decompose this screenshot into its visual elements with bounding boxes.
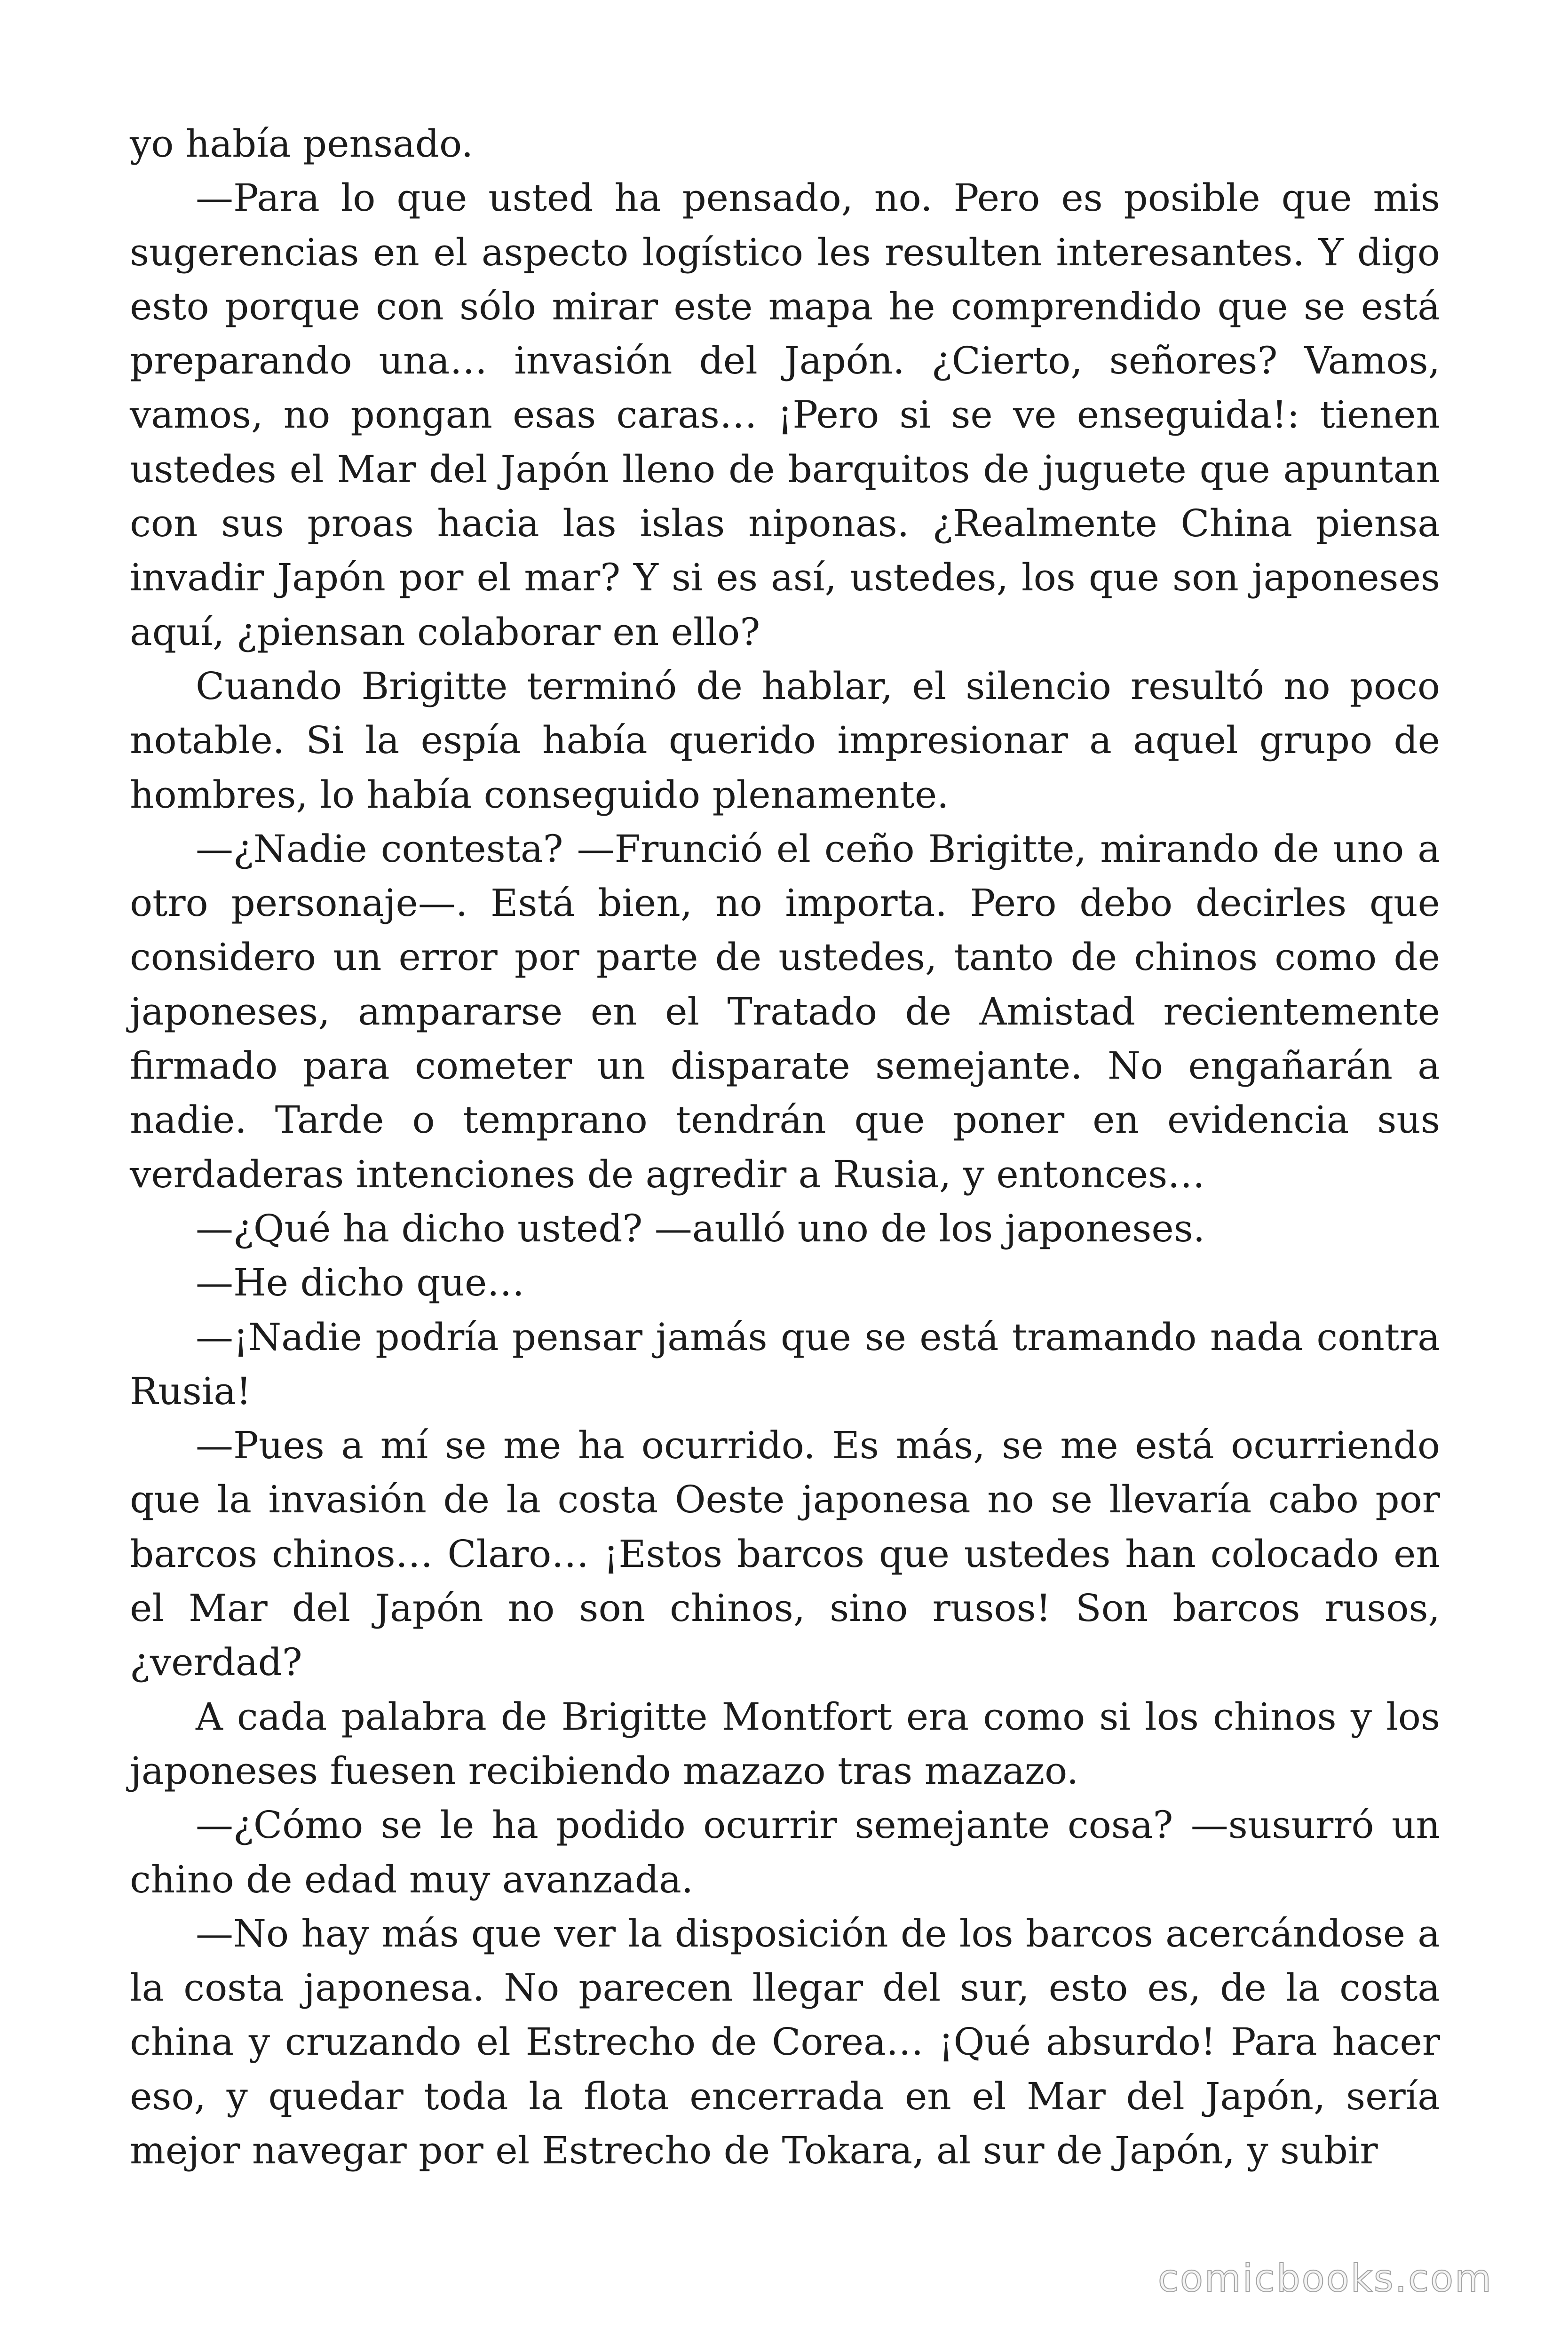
paragraph-10: —¿Cómo se le ha podido ocurrir semejante cosa? —susurró un chino de edad muy avanzada.	[130, 1803, 1440, 1901]
page-body	[130, 117, 1440, 2177]
paragraph-3: Cuando Brigitte terminó de hablar, el silencio resultó no poco notable. Si la espía había querido impresionar a aquel grupo de hombres, lo había conseguido plenamente.	[130, 664, 1440, 817]
paragraph-4: —¿Nadie contesta? —Frunció el ceño Brigitte, mirando de uno a otro personaje—. Está bien, no importa. Pero debo decirles que considero un error por parte de ustedes, tanto de chinos como de japoneses, ampararse en el Tratado de Amistad recientemente firmado para cometer un disparate semejante. No engañarán a nadie. Tarde o temprano tendrán que poner en evidencia sus verdaderas intenciones de agredir a Rusia, y entonces…	[130, 826, 1440, 1196]
paragraph-6: —He dicho que…	[196, 1261, 525, 1305]
watermark-text: comicbooks.com	[1157, 2257, 1493, 2300]
paragraph-11: —No hay más que ver la disposición de los barcos acercándose a la costa japonesa. No parecen llegar del sur, esto es, de la costa china y cruzando el Estrecho de Corea… ¡Qué absurdo! Para hacer eso, y quedar toda la flota encerrada en el Mar del Japón, sería mejor navegar por el Estrecho de Tokara, al sur de Japón, y subir	[130, 1911, 1440, 2172]
paragraph-5: —¿Qué ha dicho usted? —aulló uno de los japoneses.	[196, 1206, 1205, 1250]
paragraph-2: —Para lo que usted ha pensado, no. Pero es posible que mis sugerencias en el aspecto logístico les resulten interesantes. Y digo esto porque con sólo mirar este mapa he comprendido que se está preparando una… invasión del Japón. ¿Cierto, señores? Vamos, vamos, no pongan esas caras… ¡Pero si se ve enseguida!: tienen ustedes el Mar del Japón lleno de barquitos de juguete que apuntan con sus proas hacia las islas niponas. ¿Realmente China piensa invadir Japón por el mar? Y si es así, ustedes, los que son japoneses aquí, ¿piensan colaborar en ello?	[130, 176, 1440, 654]
paragraph-1: yo había pensado.	[130, 122, 474, 166]
paragraph-9: A cada palabra de Brigitte Montfort era como si los chinos y los japoneses fuesen recibiendo mazazo tras mazazo.	[130, 1694, 1440, 1793]
paragraph-7: —¡Nadie podría pensar jamás que se está tramando nada contra Rusia!	[130, 1315, 1440, 1413]
paragraph-8: —Pues a mí se me ha ocurrido. Es más, se me está ocurriendo que la invasión de la costa Oeste japonesa no se llevaría cabo por barcos chinos… Claro… ¡Estos barcos que ustedes han colocado en el Mar del Japón no son chinos, sino rusos! Son barcos rusos, ¿verdad?	[130, 1423, 1440, 1685]
